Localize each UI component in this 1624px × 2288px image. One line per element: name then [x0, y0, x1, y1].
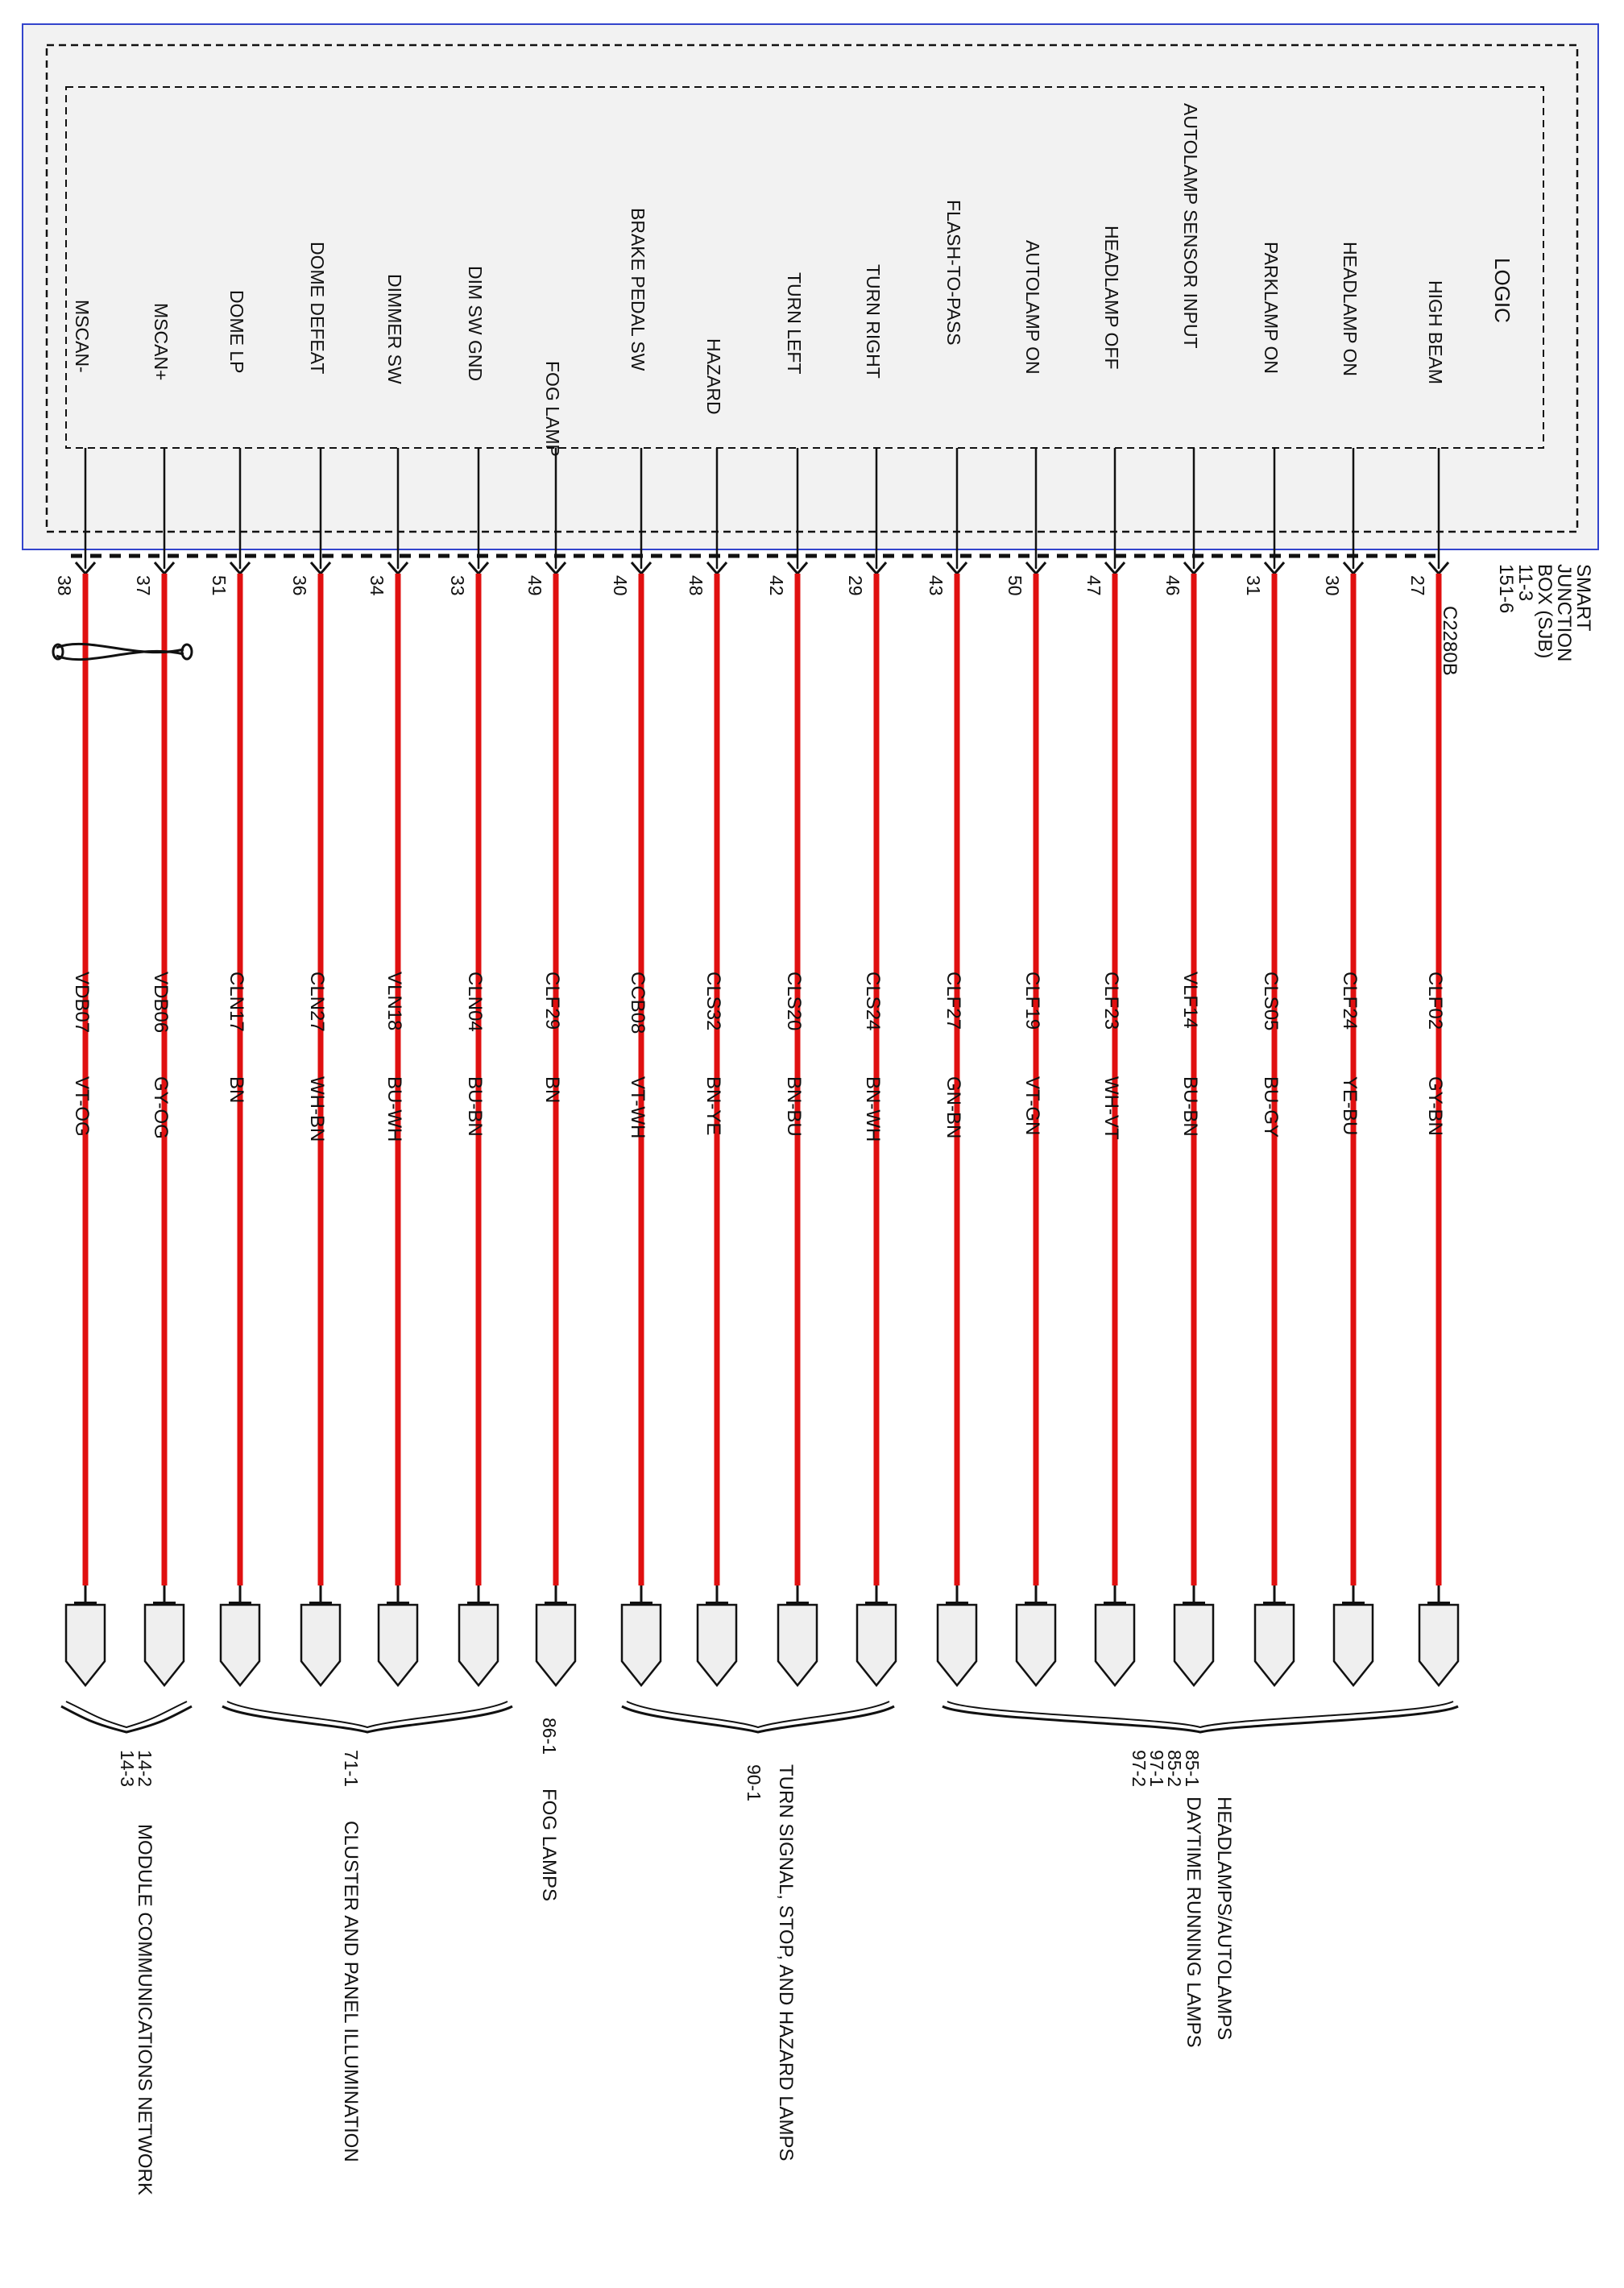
- network-group-brace-inner: [66, 1701, 187, 1727]
- signal-label: AUTOLAMP ON: [1022, 240, 1043, 375]
- wire-color: VT-GN: [1021, 1076, 1043, 1136]
- terminal-pin: [938, 1605, 976, 1685]
- wire-color: GN-BN: [942, 1076, 964, 1139]
- group-ref: 97-1: [1146, 1750, 1167, 1788]
- circuit-id: CLN27: [306, 972, 328, 1032]
- wire-color: BN: [541, 1076, 563, 1104]
- signal-label: DIMMER SW: [384, 274, 405, 384]
- pin-number: 47: [1083, 575, 1104, 596]
- group-ref: 97-2: [1129, 1750, 1150, 1788]
- pin-number: 29: [845, 575, 866, 596]
- connector-line-1: SMART: [1572, 564, 1594, 632]
- wire-color: YE-BU: [1339, 1076, 1361, 1136]
- headlamp-group-brace: [942, 1706, 1458, 1732]
- pin-number: 49: [524, 575, 545, 596]
- group-label: HEADLAMPS/AUTOLAMPS: [1213, 1797, 1235, 2041]
- pin-number: 40: [610, 575, 631, 596]
- connector-line-5: 151-6: [1495, 564, 1517, 614]
- group-ref: 14-3: [117, 1750, 138, 1788]
- wire-color: WH-BN: [306, 1076, 328, 1142]
- wire-color: VT-OG: [71, 1076, 93, 1137]
- wire-color: BU-GY: [1260, 1076, 1282, 1138]
- group-ref: 90-1: [744, 1764, 764, 1802]
- circuit-id: CLS05: [1260, 972, 1282, 1031]
- signal-label: AUTOLAMP SENSOR INPUT: [1180, 103, 1201, 349]
- circuit-id: VLN18: [383, 972, 405, 1031]
- group-ref: 85-1: [1182, 1750, 1203, 1788]
- group-label: FOG LAMPS: [538, 1789, 560, 1902]
- pin-number: 48: [686, 575, 706, 596]
- pin-number: 34: [367, 575, 387, 596]
- connector-line-4: 11-3: [1514, 564, 1536, 602]
- signal-label: BRAKE PEDAL SW: [628, 208, 648, 371]
- signal-label: TURN LEFT: [784, 272, 805, 375]
- logic-label: LOGIC: [1490, 258, 1514, 323]
- signal-label: DIM SW GND: [465, 266, 486, 382]
- signal-label: HIGH BEAM: [1425, 280, 1446, 385]
- wire-color: WH-VT: [1100, 1076, 1122, 1140]
- signal-label: DOME LP: [226, 290, 247, 374]
- terminal-pin: [1334, 1605, 1373, 1685]
- connector-id: C2280B: [1439, 606, 1460, 676]
- signal-label: FOG LAMP: [542, 361, 563, 457]
- pin-number: 31: [1243, 575, 1264, 596]
- twisted-pair-marker: [53, 644, 192, 659]
- wire-color: BN-YE: [702, 1076, 724, 1136]
- circuit-id: CLS32: [702, 972, 724, 1031]
- group-1: [744, 1764, 797, 2162]
- pin-number: 46: [1162, 575, 1183, 596]
- connector-line-3: BOX (SJB): [1534, 564, 1556, 659]
- terminal-pin: [1419, 1605, 1458, 1685]
- pin-number: 43: [926, 575, 947, 596]
- circuit-id: CLF24: [1339, 972, 1361, 1030]
- signal-label: MSCAN+: [151, 303, 172, 381]
- terminal-pin: [1255, 1605, 1294, 1685]
- terminal-pin: [459, 1605, 498, 1685]
- wire-color: BU-BN: [1179, 1076, 1201, 1137]
- circuit-id: CLF29: [541, 972, 563, 1030]
- terminal-pin: [66, 1605, 105, 1685]
- terminal-pin: [301, 1605, 340, 1685]
- terminal-pin: [622, 1605, 661, 1685]
- headlamp-group-brace-inner: [947, 1701, 1453, 1727]
- circuit-id: VDB06: [150, 972, 172, 1034]
- connector-label: [1495, 564, 1594, 661]
- signal-label: HEADLAMP ON: [1340, 242, 1361, 377]
- pin-number: 37: [133, 575, 154, 596]
- pin-number: 36: [289, 575, 310, 596]
- wire-color: BU-BN: [464, 1076, 486, 1137]
- group-4: [117, 1750, 155, 2195]
- signal-label: HEADLAMP OFF: [1101, 226, 1122, 370]
- terminal-pin: [698, 1605, 736, 1685]
- wire-color: BN-WH: [862, 1076, 884, 1142]
- pin-number: 50: [1005, 575, 1025, 596]
- circuit-id: CLN04: [464, 972, 486, 1032]
- wire-color: GY-OG: [150, 1076, 172, 1139]
- signal-label: HAZARD: [703, 338, 724, 415]
- cluster-group-brace-inner: [227, 1701, 508, 1727]
- terminal-pin: [221, 1605, 259, 1685]
- pin-number: 33: [447, 575, 468, 596]
- wire-color: GY-BN: [1424, 1076, 1446, 1136]
- pin-number: 30: [1322, 575, 1343, 596]
- group-label: DAYTIME RUNNING LAMPS: [1183, 1797, 1204, 2048]
- terminal-pin: [536, 1605, 575, 1685]
- circuit-id: CLF23: [1100, 972, 1122, 1030]
- circuit-id: VLF14: [1179, 972, 1201, 1029]
- cluster-group-brace: [222, 1706, 512, 1732]
- circuit-id: CLF19: [1021, 972, 1043, 1030]
- turn-group-brace: [622, 1706, 894, 1732]
- wire-color: BN: [226, 1076, 247, 1104]
- terminal-pin: [857, 1605, 896, 1685]
- pin-number: 38: [54, 575, 75, 596]
- group-ref: 86-1: [539, 1718, 560, 1755]
- pin-number: 51: [209, 575, 230, 596]
- circuit-id: CCB08: [627, 972, 648, 1034]
- circuit-id: CLF27: [942, 972, 964, 1030]
- signal-label: FLASH-TO-PASS: [943, 200, 964, 346]
- signal-label: TURN RIGHT: [863, 264, 884, 379]
- terminal-pin: [1017, 1605, 1055, 1685]
- group-label: MODULE COMMUNICATIONS NETWORK: [134, 1824, 155, 2195]
- terminal-pin: [1096, 1605, 1134, 1685]
- group-layer: [61, 1701, 1458, 2195]
- wire-color: BU-WH: [383, 1076, 405, 1142]
- network-group-brace: [61, 1706, 192, 1732]
- group-label: TURN SIGNAL, STOP, AND HAZARD LAMPS: [775, 1764, 797, 2162]
- wire-color: BN-BU: [783, 1076, 805, 1137]
- terminal-pin: [778, 1605, 817, 1685]
- pin-number: 27: [1407, 575, 1428, 596]
- group-3: [340, 1750, 362, 2162]
- circuit-id: CLN17: [226, 972, 247, 1032]
- pin-number: 42: [766, 575, 787, 596]
- circuit-id: CLS20: [783, 972, 805, 1031]
- signal-label: MSCAN-: [72, 300, 93, 373]
- group-ref: 14-2: [135, 1750, 155, 1788]
- circuit-id: CLS24: [862, 972, 884, 1031]
- group-ref: 85-2: [1164, 1750, 1185, 1788]
- module-box: [23, 24, 1598, 549]
- terminal-pin: [379, 1605, 417, 1685]
- circuit-id: VDB07: [71, 972, 93, 1034]
- terminal-pin: [1174, 1605, 1213, 1685]
- group-2: [538, 1718, 560, 1901]
- circuit-id: CLF02: [1424, 972, 1446, 1030]
- connector-line-2: JUNCTION: [1553, 564, 1575, 662]
- wire-color: VT-WH: [627, 1076, 648, 1139]
- circuit-clf29: [524, 361, 575, 1685]
- group-ref: 71-1: [341, 1750, 362, 1788]
- group-label: CLUSTER AND PANEL ILLUMINATION: [340, 1821, 362, 2162]
- signal-label: PARKLAMP ON: [1261, 242, 1282, 375]
- group-0: [1129, 1750, 1235, 2048]
- signal-label: DOME DEFEAT: [307, 242, 328, 375]
- terminal-pin: [145, 1605, 184, 1685]
- turn-group-brace-inner: [627, 1701, 889, 1727]
